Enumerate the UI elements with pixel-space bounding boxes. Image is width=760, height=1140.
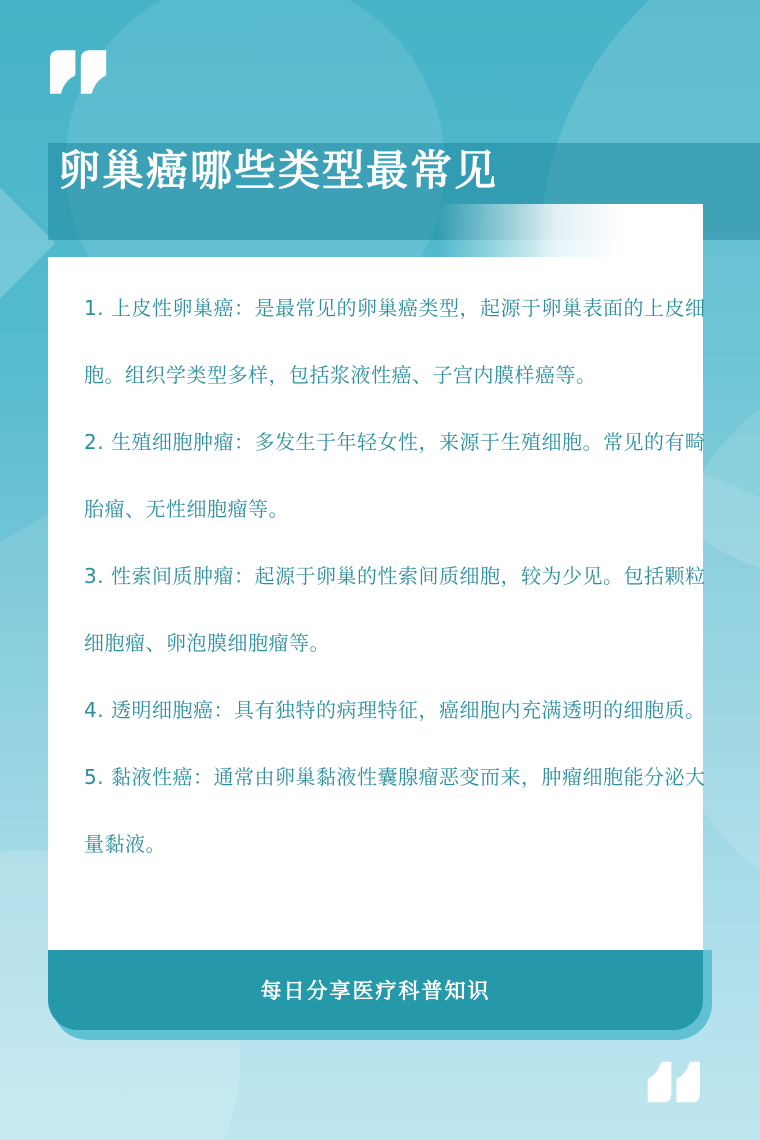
footer-bar — [48, 950, 703, 1030]
card-line: 5. 黏液性癌：通常由卵巢黏液性囊腺瘤恶变而来，肿瘤细胞能分泌大 — [84, 765, 706, 789]
highlight-strip — [438, 204, 703, 257]
quote-open-icon — [50, 48, 108, 96]
card-line: 胞。组织学类型多样，包括浆液性癌、子宫内膜样癌等。 — [84, 363, 597, 387]
card-line: 4. 透明细胞癌：具有独特的病理特征，癌细胞内充满透明的细胞质。 — [84, 698, 706, 722]
knowledge-list — [84, 273, 706, 876]
content-card — [48, 257, 706, 950]
page-title: 卵巢癌哪些类型最常见 — [58, 146, 499, 195]
card-line: 3. 性索间质肿瘤：起源于卵巢的性索间质细胞，较为少见。包括颗粒 — [84, 564, 706, 588]
card-line: 量黏液。 — [84, 832, 166, 856]
card-line: 1. 上皮性卵巢癌：是最常见的卵巢癌类型，起源于卵巢表面的上皮细 — [84, 296, 706, 320]
card-line: 胎瘤、无性细胞瘤等。 — [84, 497, 289, 521]
card-line: 细胞瘤、卵泡膜细胞瘤等。 — [84, 631, 330, 655]
card-line: 2. 生殖细胞肿瘤：多发生于年轻女性，来源于生殖细胞。常见的有畸 — [84, 430, 706, 454]
quote-close-icon — [646, 1060, 700, 1104]
footer-label: 每日分享医疗科普知识 — [260, 979, 491, 1003]
